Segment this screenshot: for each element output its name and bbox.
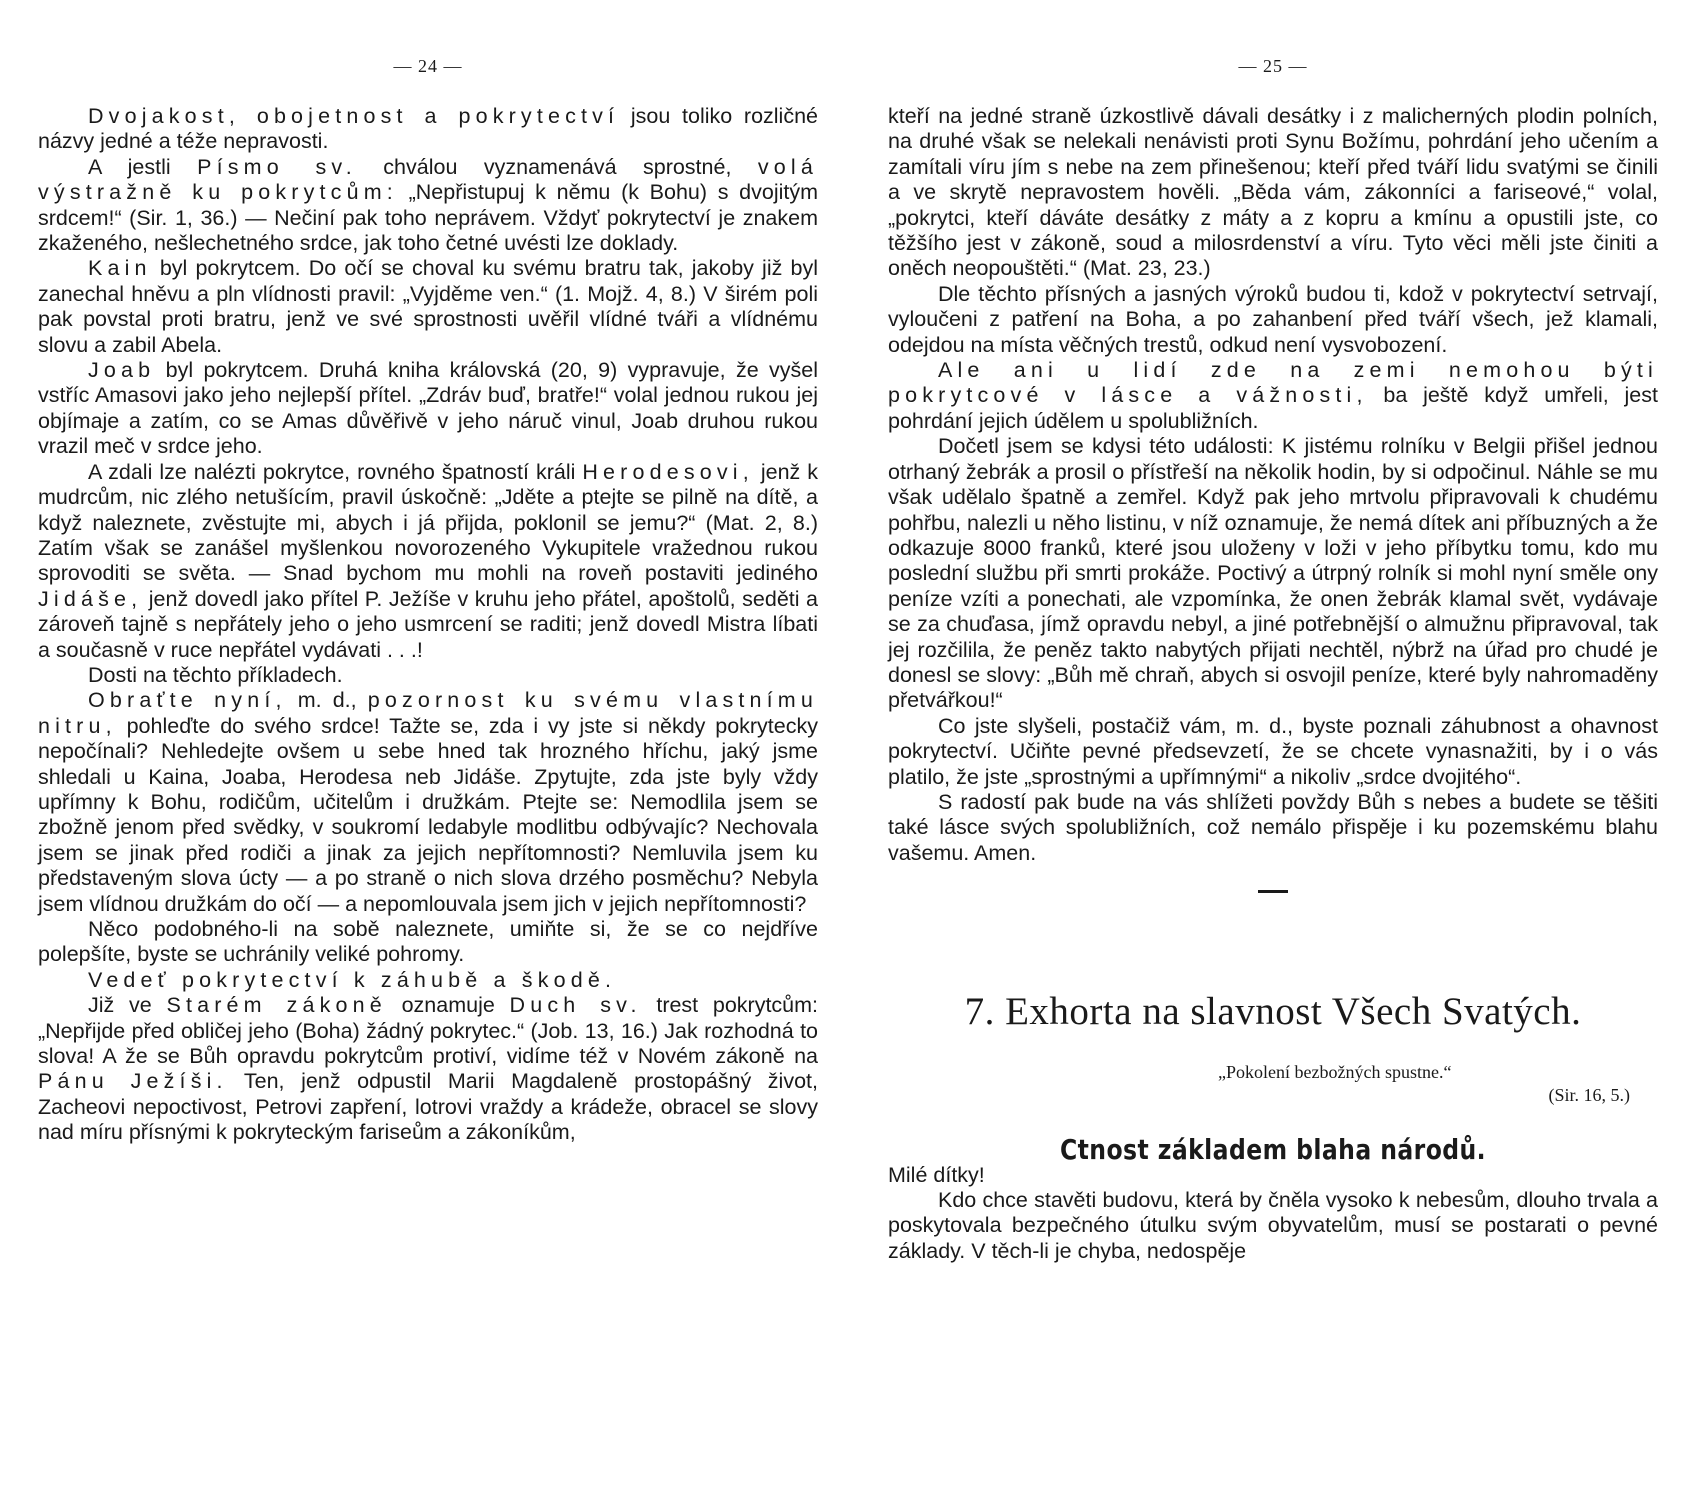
page-text — [38, 104, 818, 1146]
motto-citation: (Sir. 16, 5.) — [1548, 1085, 1630, 1106]
salutation: Milé dítky! — [888, 1162, 985, 1187]
paragraph: Něco podobného-li na sobě naleznete, umiňte si, že se co nejdříve polepšíte, byste se uchránily veliké pohromy. — [38, 917, 818, 967]
page-number: — 25 — — [1238, 56, 1308, 76]
paragraph: Dosti na těchto příkladech. — [88, 662, 343, 687]
paragraph: Kain byl pokrytcem. Do očí se choval ku svému bratru tak, jakoby již byl zanechal hněvu a pln vlídnosti pravil: „Vyjděme ven.“ (1. Mojž. 4, 8.) V širém poli pak povstal proti bratru, jenž ve své sprostnosti uvěřil vlídné tváři a vlídnému slovu a zabil Abela. — [38, 256, 818, 357]
right-page — [888, 0, 1658, 1500]
paragraph: Obraťte nyní, m. d., pozornost ku svému vlastnímu nitru, pohleďte do svého srdce! Tažte se, zda i vy jste si někdy pokrytecky nepočínali? Nehledejte ovšem u sebe hned tak hrozného hříchu, jaký jsme shledali u Kaina, Joaba, Herodesa neb Jidáše. Zpytujte, zda jste byly vždy upřímny k Bohu, rodičům, učitelům i družkám. Ptejte se: Nemodlila jsem se zbožně jenom před svědky, v soukromí ledabyle modlitbu odbývajíc? Nechovala jsem se jinak před rodiči a jinak za jejich nepřítomnosti? Nemluvila jsem ku představeným slova úcty — a po straně o nich slova drzého posměchu? Nebyla jsem vlídnou družkám do očí — a nepomlouvala jsem jich v jejich nepřítomnosti? — [38, 688, 818, 916]
paragraph: S radostí pak bude na vás shlížeti povždy Bůh s nebes a budete se těšiti také lásce svých spolubližních, což nemálo přispěje i ku pozemskému blahu vašemu. Amen. — [888, 789, 1658, 865]
left-page — [38, 0, 818, 1500]
paragraph: Vedeť pokrytectví k záhubě a škodě. — [88, 967, 617, 992]
paragraph: Dočetl jsem se kdysi této události: K jistému rolníku v Belgii přišel jednou otrhaný žebrák a prosil o přístřeší na několik hodin, by si odpočinul. Náhle se mu však udělalo špatně a zemřel. Když pak jeho mrtvolu připravovali k chudému pohřbu, nalezli u něho listinu, v níž oznamuje, že nemá dítek ani příbuzných a že odkazuje 8000 franků, které jsou uloženy v loži v jeho příbytku tomu, kdo mu poslední službu při smrti prokáže. Poctivý a útrpný rolník si mohl nyní směle ony peníze vzíti a ponechati, ale vzpomínka, že onen žebrák klamal svět, vydávaje se za chuďasa, jímž opravdu nebyl, a jiné potřebnější o almužnu připravoval, tak jej rozčilila, že peněz takto nabytých přijati nechtěl, nýbrž na úřad pro chudé je donesl se slovy: „Bůh mě chraň, abych si osvojil peníze, které byly nahromaděny přetvářkou!“ — [888, 434, 1658, 713]
paragraph: Již ve Starém zákoně oznamuje Duch sv. trest pokrytcům: „Nepřijde před obličej jeho (Boha) žádný pokrytec.“ (Job. 13, 16.) Jak rozhodná to slova! A že se Bůh opravdu pokrytcům protiví, vidíme též v Novém zákoně na Pánu Ježíši. Ten, jenž odpustil Marii Magdaleně prostopášný život, Zacheovi nepoctivost, Petrovi zapření, lotrovi vraždy a krádeže, obracel se slovy nad míru přísnými k pokryteckým fariseům a zákoníkům, — [38, 993, 819, 1145]
paragraph: A jestli Písmo sv. chválou vyznamenává sprostné, volá výstražně ku pokrytcům: „Nepřistupuj k němu (k Bohu) s dvojitým srdcem!“ (Sir. 1, 36.) — Nečiní pak toho neprávem. Vždyť pokrytectví je znakem zkaženého, nešlechetného srdce, jak toho četné uvésti lze doklady. — [38, 154, 819, 256]
paragraph: Kdo chce stavěti budovu, která by čněla vysoko k nebesům, dlouho trvala a poskytovala bezpečného útulku svým obyvatelům, musí se postarati o pevné základy. V těch-li je chyba, nedospěje — [888, 1188, 1658, 1263]
paragraph: Joab byl pokrytcem. Druhá kniha královská (20, 9) vypravuje, že vyšel vstříc Amasovi jako jeho nejlepší přítel. „Zdráv buď, bratře!“ volal jednou rukou jej objímaje a zatím, co se Amas důvěřivě v jeho náruč vinul, Joab druhou rukou vrazil meč v srdce jeho. — [38, 358, 818, 459]
paragraph: Co jste slyšeli, postačiž vám, m. d., byste poznali záhubnost a ohavnost pokrytectví. Učiňte pevné předsevzetí, že se chcete vynasnažiti, by i o vás platilo, že jste „sprostnými a upřímnými“ a nikoliv „srdce dvojitého“. — [888, 713, 1658, 789]
section-divider — [1258, 890, 1288, 893]
motto-quote: „Pokolení bezbožných spustne.“ — [1218, 1062, 1452, 1083]
paragraph: Dle těchto přísných a jasných výroků budou ti, kdož v pokrytectví setrvají, vyloučeni z patření na Boha, a po zahanbení před tváří všech, jež klamali, odejdou na místa věčných trestů, odkud není vysvobození. — [888, 281, 1658, 357]
paragraph: Dvojakost, obojetnost a pokrytectví jsou toliko rozličné názvy jedné a téže nepravosti. — [38, 104, 818, 154]
motto — [1218, 1061, 1658, 1107]
page-number: — 24 — — [393, 56, 463, 76]
subheading: Ctnost základem blaha národů. — [1059, 1133, 1487, 1167]
paragraph: kteří na jedné straně úzkostlivě dávali desátky i z malicherných plodin polních, na druhé však se nelekali nenávisti proti Synu Božímu, pohrdání jeho učením a zamítali víru jím s nebe na zem přinešenou; kteří před tváří lidu svatými se činili a ve skrytě nepravostem hověli. „Běda vám, zákonníci a fariseové,“ volal, „pokrytci, kteří dáváte desátky z máty a z kopru a kmínu a opustili jste, co těžšího jest v zákoně, soud a milosrdenství a víru. Tyto věci měli jste činiti a oněch neopouštěti.“ (Mat. 23, 23.) — [888, 104, 1658, 281]
section-heading: 7. Exhorta na slavnost Všech Svatých. — [964, 990, 1582, 1034]
paragraph: Ale ani u lidí zde na zemi nemohou býti pokrytcové v lásce a vážnosti, ba ještě když umřeli, jest pohrdání jejich údělem u spolubližních. — [888, 358, 1658, 433]
paragraph: A zdali lze nalézti pokrytce, rovného špatností králi Herodesovi, jenž k mudrcům, nic zlého netušícím, pravil úskočně: „Jděte a ptejte se pilně na dítě, a když naleznete, zvěstujte mi, abych i já přijda, poklonil se jemu?“ (Mat. 2, 8.) Zatím však se zanášel myšlenkou novorozeného Vykupitele vražednou rukou sprovoditi se světa. — Snad bychom mu mohli na roveň postaviti jediného Jidáše, jenž dovedl jako přítel P. Ježíše v kruhu jeho přátel, apoštolů, seděti a zároveň tajně s nepřátely jeho o jeho usmrcení se raditi; jenž dovedl Mistra líbati a současně v ruce nepřátel vydávati . . .! — [38, 459, 818, 662]
page-text — [888, 104, 1658, 1264]
